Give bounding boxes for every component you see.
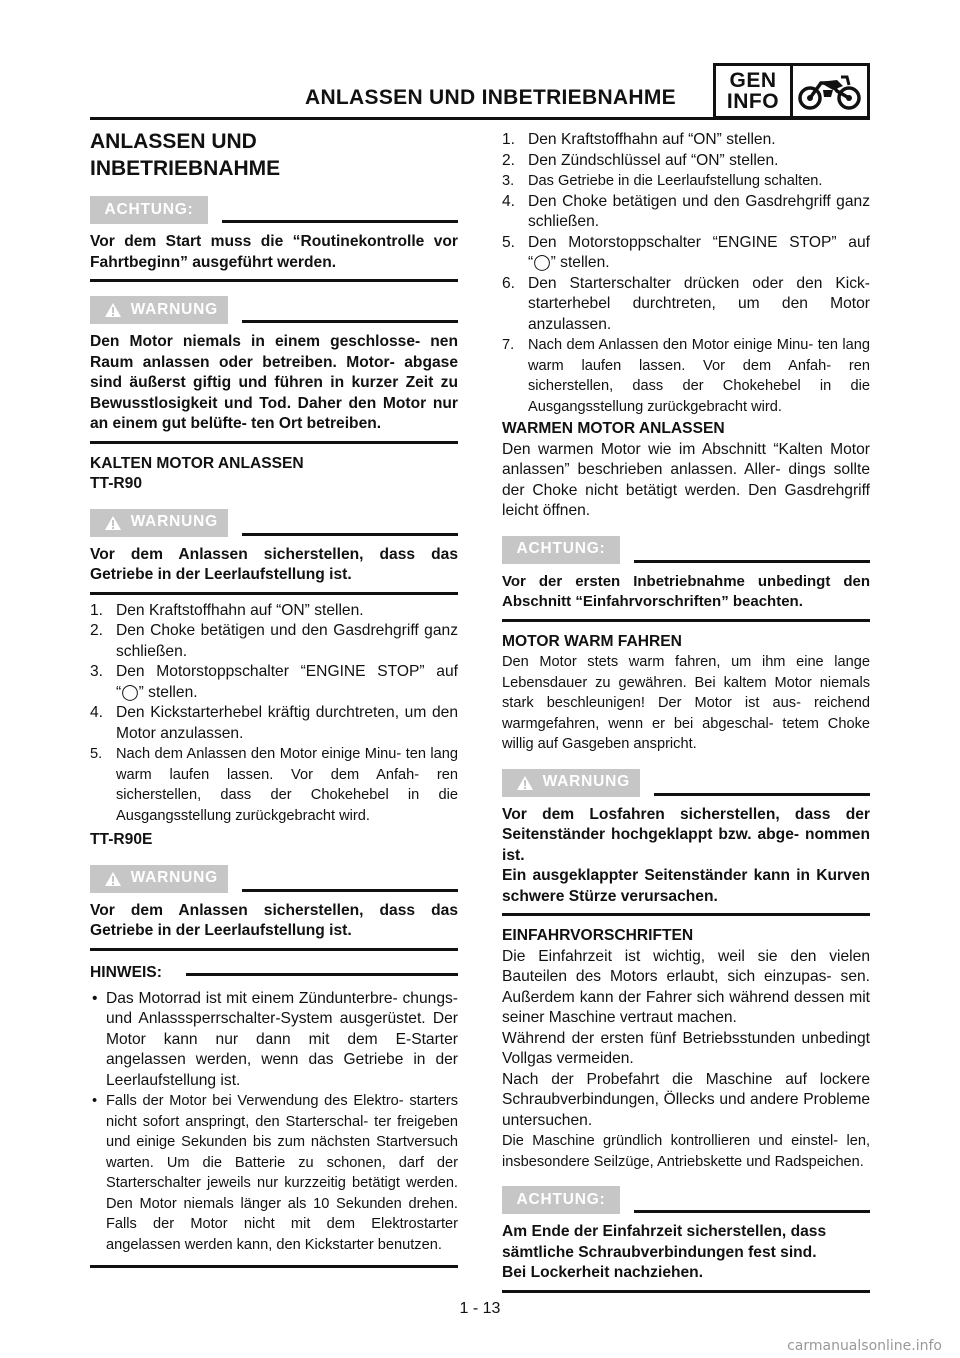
list-item: 6. Den Starterschalter drücken oder den Kick- starterhebel durchtreten, um den Motor anzulassen.: [502, 274, 870, 333]
list-item: 5. Nach dem Anlassen den Motor einige Minu- ten lang warm laufen lassen. Vor dem Anfah- ren sicherstellen, dass der Chokehebel in die Ausgangsstellung zurückgebracht wird.: [90, 746, 458, 824]
warnung-text-1: Den Motor niemals in einem geschlosse- nen Raum anlassen oder betreiben. Motor- abgase sind äußerst giftig und führen in kurzer Zeit zu Bewusstlosigkeit und Tod. Daher den Motor nur an einem gut belüfte- ten Ort betreiben.: [90, 332, 458, 444]
info-label: INFO: [726, 90, 780, 113]
kalt-heading: KALTEN MOTOR ANLASSEN: [90, 454, 304, 472]
list-item: • Falls der Motor bei Verwendung des Elektro- starters nicht sofort anspringt, den Starterschal- ter freigeben und einige Sekunden bis zum nächsten Startversuch warten. Um die Batterie zu schonen, darf der Starterschalter jeweils nur kurzzeitig betätigt werden. Den Motor niemals länger als 10 Sekunden drehen. Falls der Motor nicht mit dem Elektrostarter angelassen werden kann, den Kickstarter benutzen.: [92, 1093, 458, 1253]
einfahr-p2: Während der ersten fünf Betriebsstunden unbedingt Vollgas vermeiden.: [502, 1029, 870, 1067]
warnung-badge: WARNUNG: [90, 509, 228, 537]
list-item: 3. Das Getriebe in die Leerlaufstellung schalten.: [502, 173, 823, 189]
model-ttr90e: TT-R90E: [90, 831, 153, 848]
warnung-badge: WARNUNG: [90, 296, 228, 324]
einfahr-heading: EINFAHRVORSCHRIFTEN: [502, 927, 694, 944]
list-item: 2. Den Choke betätigen und den Gasdrehgriff ganz schließen.: [90, 622, 458, 660]
page-number: 1 - 13: [459, 1300, 501, 1317]
hinweis-label: HINWEIS:: [90, 963, 162, 981]
einfahr-p3: Nach der Probefahrt die Maschine auf lockere Schraubverbindungen, Öllecks und andere Probleme untersuchen.: [502, 1070, 870, 1129]
list-item: 4. Den Kickstarterhebel kräftig durchtreten, um den Motor anzulassen.: [90, 704, 458, 742]
achtung-badge: ACHTUNG:: [90, 196, 208, 224]
warnung-text-r: Vor dem Losfahren sicherstellen, dass der Seitenständer hochgeklappt bzw. abge- nommen ist. Ein ausgeklappter Seitenständer kann in Kurven schwere Stürze verursachen.: [502, 805, 870, 917]
section-title: ANLASSEN UND INBETRIEBNAHME: [90, 130, 281, 180]
list-item: 1. Den Kraftstoffhahn auf “ON” stellen.: [90, 601, 364, 619]
warm-heading: WARMEN MOTOR ANLASSEN: [502, 420, 725, 437]
list-item: 7. Nach dem Anlassen den Motor einige Minu- ten lang warm laufen lassen. Vor dem Anfah- ren sicherstellen, dass der Chokehebel in die Ausgangsstellung zurückgebracht wird.: [502, 337, 870, 415]
warning-triangle-icon: [104, 515, 122, 531]
list-item: • Das Motorrad ist mit einem Zündunterbre- chungs- und Anlasssperrschalter-System ausgerüstet. Der Motor kann nur dann mit dem E-Starter angelassen werden, wenn das Getriebe in der Leerlaufstellung ist.: [92, 989, 458, 1089]
hinweis-note: [90, 963, 458, 1269]
list-item: 1. Den Kraftstoffhahn auf “ON” stellen.: [502, 131, 776, 148]
left-steps: [90, 601, 458, 827]
warnung-text-2: Vor dem Anlassen sicherstellen, dass das Getriebe in der Leerlaufstellung ist.: [90, 545, 458, 595]
warnung-badge: WARNUNG: [90, 865, 228, 893]
achtung-notice-1: [502, 536, 870, 622]
achtung-notice: [90, 196, 458, 282]
einfahr-p4: Die Maschine gründlich kontrollieren und einstel- len, insbesondere Seilzüge, Antriebskette und Radspeichen.: [502, 1133, 870, 1170]
gen-label: GEN: [729, 69, 777, 92]
hinweis-bullets: [90, 989, 458, 1256]
watermark: carmanualsonline.info: [787, 1338, 942, 1354]
warnung-notice-3: [90, 865, 458, 951]
motorcycle-icon: [797, 71, 863, 111]
list-item: 4. Den Choke betätigen und den Gasdrehgriff ganz schließen.: [502, 192, 870, 230]
warnung-notice-2: [90, 509, 458, 595]
warnung-notice-1: [90, 296, 458, 444]
right-column: [502, 128, 870, 1299]
achtung-badge: ACHTUNG:: [502, 1186, 620, 1214]
achtung-text: Vor dem Start muss die “Routinekontrolle vor Fahrtbeginn” ausgeführt werden.: [90, 232, 458, 282]
right-steps: [502, 130, 870, 417]
achtung-badge: ACHTUNG:: [502, 536, 620, 564]
achtung-notice-2: [502, 1186, 870, 1293]
list-item: 2. Den Zündschlüssel auf “ON” stellen.: [502, 151, 779, 169]
model-ttr90: TT-R90: [90, 475, 142, 492]
warning-triangle-icon: [516, 775, 534, 791]
warnung-text-3: Vor dem Anlassen sicherstellen, dass das Getriebe in der Leerlaufstellung ist.: [90, 901, 458, 951]
warm-text: Den warmen Motor wie im Abschnitt “Kalten Motor anlassen” beschrieben anlassen. Aller- dings sollte der Choke nicht betätigt werden. Den Gasdrehgriff leicht öffnen.: [502, 440, 870, 519]
warning-triangle-icon: [104, 302, 122, 318]
warnung-badge: WARNUNG: [502, 769, 640, 797]
achtung-text-2: Am Ende der Einfahrzeit sicherstellen, dass sämtliche Schraubverbindungen fest sind. Bei Lockerheit nachziehen.: [502, 1222, 870, 1293]
list-item: 5. Den Motorstoppschalter “ENGINE STOP” auf “◯” stellen.: [502, 233, 870, 271]
warmfahren-text: Den Motor stets warm fahren, um ihm eine lange Lebensdauer zu gewähren. Bei kaltem Motor niemals stark beschleunigen! Der Motor ist aus- reichend warmgefahren, wenn er bei abgeschal- tetem Choke willig auf Gasgeben anspricht.: [502, 654, 870, 752]
warnung-notice-r: [502, 769, 870, 917]
warning-triangle-icon: [104, 871, 122, 887]
motorcycle-icon-box: [790, 63, 870, 119]
einfahr-p1: Die Einfahrzeit ist wichtig, weil sie den vielen Bauteilen des Motors erlaubt, sich einzupas- sen. Außerdem kann der Fahrer sich während dessen mit seiner Maschine vertraut machen.: [502, 947, 870, 1026]
left-column: [90, 128, 458, 1268]
header-title: ANLASSEN UND INBETRIEBNAHME: [305, 86, 676, 109]
warmfahren-heading: MOTOR WARM FAHREN: [502, 632, 682, 650]
list-item: 3. Den Motorstoppschalter “ENGINE STOP” auf “◯” stellen.: [90, 663, 458, 701]
achtung-text-1: Vor der ersten Inbetriebnahme unbedingt den Abschnitt “Einfahrvorschriften” beachten.: [502, 572, 870, 622]
gen-info-box: [713, 63, 793, 119]
